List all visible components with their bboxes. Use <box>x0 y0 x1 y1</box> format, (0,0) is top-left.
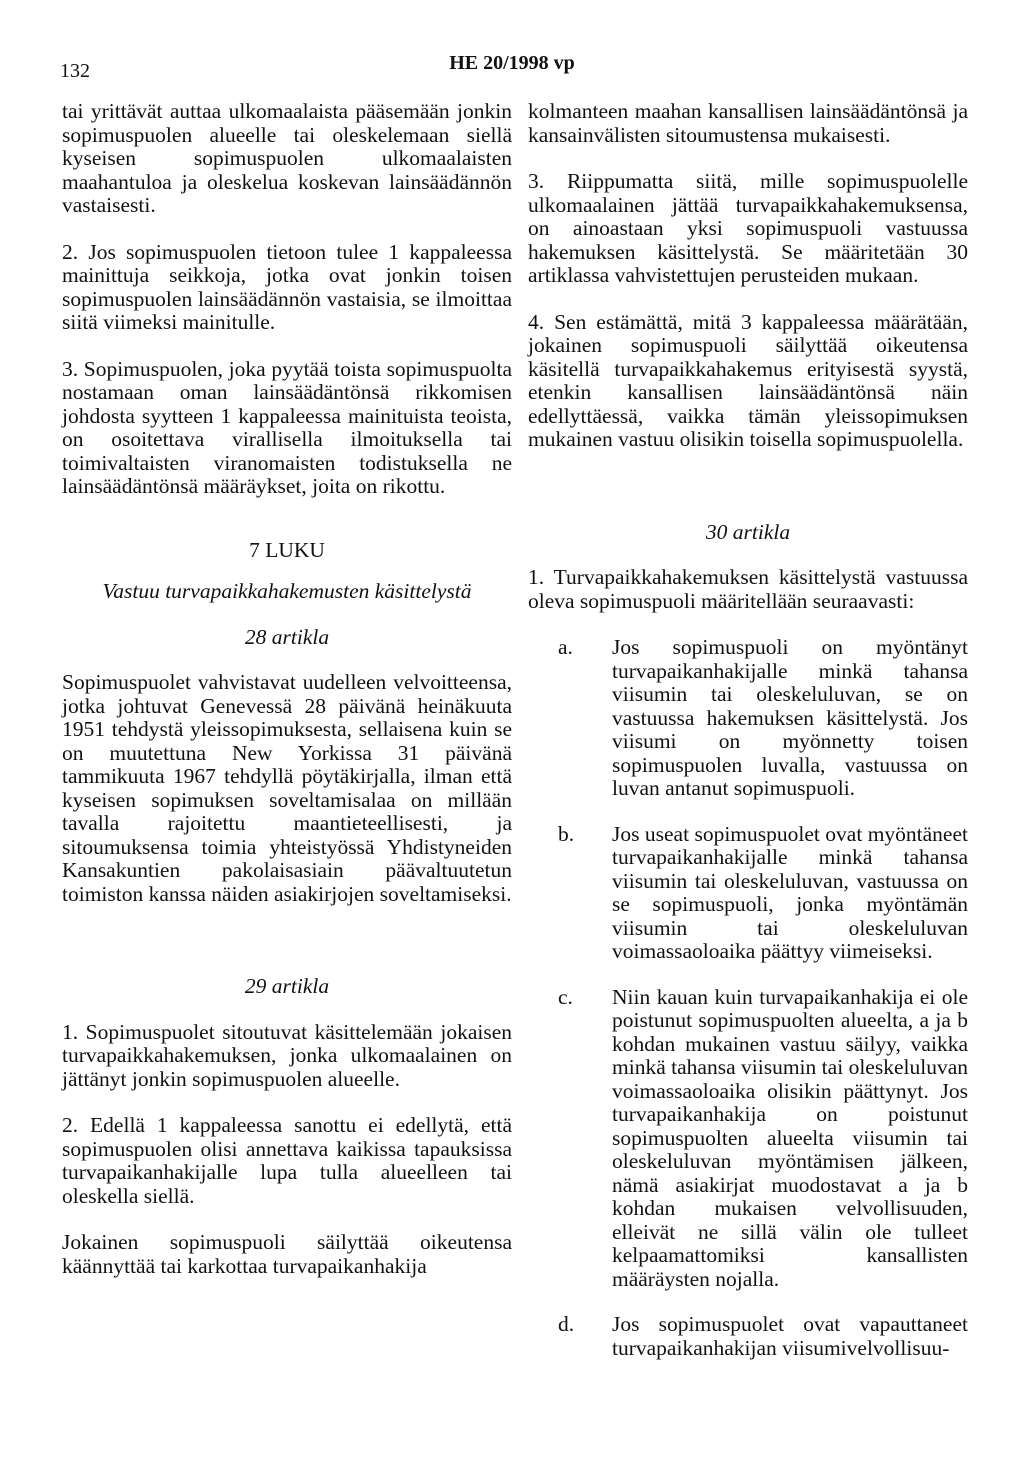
article-heading: 28 artikla <box>244 624 330 649</box>
list-item-text: Jos sopimuspuoli on myöntänyt turvapaikanhakijalle minkä tahansa viisumin tai oleskeluluvan, se on vastuussa hakemuksen käsittelystä. Jos viisumi on myönnetty toisen sopimuspuolen luvalla, vastuussa on luvan antanut sopimuspuoli. <box>612 635 968 800</box>
paragraph: 2. Jos sopimuspuolen tietoon tulee 1 kappaleessa mainittuja seikkoja, jotka ovat jonkin toisen sopimuspuolen lainsäädännön vastaisia, se ilmoittaa siitä viimeksi mainitulle. <box>62 239 512 334</box>
article-heading: 29 artikla <box>244 974 330 998</box>
list-marker: c. <box>558 984 573 1009</box>
paragraph: 1. Sopimuspuolet sitoutuvat käsittelemään jokaisen turvapaikkahakemuksen, jonka ulkomaalainen on jättänyt jonkin sopimuspuolen alueelle. <box>62 1019 512 1091</box>
list-marker: b. <box>558 821 575 846</box>
list-marker: d. <box>558 1312 575 1336</box>
paragraph: 3. Sopimuspuolen, joka pyytää toista sopimuspuolta nostamaan oman lainsäädäntönsä rikkomisen johdosta syytteen 1 kappaleessa mainituista teoista, on osoitettava virallisella ilmoituksella tai toimivaltaisten viranomaisten todistuksella ne lainsäädäntönsä määräykset, joita on rikottu. <box>62 356 512 498</box>
paragraph: kolmanteen maahan kansallisen lainsäädäntönsä ja kansainvälisten sitoumustensa mukaisesti. <box>528 99 968 147</box>
page-number: 132 <box>60 60 90 82</box>
running-head: HE 20/1998 vp <box>449 52 575 74</box>
right-column <box>528 100 968 1382</box>
paragraph: Jokainen sopimuspuoli säilyttää oikeutensa käännyttää tai karkottaa turvapaikanhakija <box>62 1230 512 1278</box>
list-item <box>528 636 968 801</box>
list-item-text: Jos useat sopimuspuolet ovat myöntäneet turvapaikanhakijalle minkä tahansa viisumin tai oleskeluluvan, vastuussa on se sopimuspuoli, jonka myöntämän viisumin tai oleskeluluvan voimassaoloaika päättyy viimeiseksi. <box>612 821 968 963</box>
paragraph: Sopimuspuolet vahvistavat uudelleen velvoitteensa, jotka johtuvat Genevessä 28 päivänä heinäkuuta 1951 tehdystä yleissopimuksesta, sellaisena kuin se on muutettuna New Yorkissa 31 päivänä tammikuuta 1967 tehdyllä pöytäkirjalla, ilman että kyseisen sopimuksen soveltamisalaa on millään tavalla rajoitettu maantieteellisesti, ja sitoumuksensa toimia yhteistyössä Yhdistyneiden Kansakuntien pakolaisasiain päävaltuutetun toimiston kanssa näiden asiakirjojen soveltamiseksi. <box>62 670 512 906</box>
paragraph: 3. Riippumatta siitä, mille sopimuspuolelle ulkomaalainen jättää turvapaikkahakemuksensa, on ainoastaan yksi sopimuspuoli vastuussa hakemuksen käsittelystä. Se määritetään 30 artiklassa vahvistettujen perusteiden mukaan. <box>528 169 968 287</box>
chapter-heading: 7 LUKU <box>249 537 325 562</box>
paragraph: 4. Sen estämättä, mitä 3 kappaleessa määrätään, jokainen sopimuspuoli säilyttää oikeutensa käsitellä turvapaikkahakemus erityisestä syystä, etenkin kansallisen lainsäädäntönsä näin edellyttäessä, vaikka tämän yleissopimuksen mukainen vastuu olisikin toisella sopimuspuolella. <box>528 309 968 451</box>
list-item <box>528 1313 968 1360</box>
page-header <box>0 52 1024 92</box>
list-item <box>528 986 968 1292</box>
paragraph: 2. Edellä 1 kappaleessa sanottu ei edellytä, että sopimuspuolen olisi annettava kaikissa tapauksissa turvapaikanhakijalle lupa tulla alueelleen tai oleskella siellä. <box>62 1113 512 1208</box>
article-heading: 30 artikla <box>705 519 791 544</box>
paragraph: 1. Turvapaikkahakemuksen käsittelystä vastuussa oleva sopimuspuoli määritellään seuraavasti: <box>528 565 968 613</box>
list-item-text: Jos sopimuspuolet ovat vapauttaneet turvapaikanhakijan viisumivelvollisuu- <box>612 1312 968 1360</box>
paragraph: tai yrittävät auttaa ulkomaalaista pääsemään jonkin sopimuspuolen alueelle tai oleskelemaan siellä kyseisen sopimuspuolen ulkomaalaisten maahantuloa ja oleskelua koskevan lainsäädännön vastaisesti. <box>62 99 512 217</box>
left-column <box>62 100 512 1301</box>
chapter-title: Vastuu turvapaikkahakemusten käsittelystä <box>102 579 472 603</box>
list-marker: a. <box>558 635 573 659</box>
list-item-text: Niin kauan kuin turvapaikanhakija ei ole poistunut sopimuspuolten alueelta, a ja b kohdan mukainen vastuu säilyy, vaikka minkä tahansa viisumin tai oleskeluluvan voimassaoloaika olisikin päättynyt. Jos turvapaikanhakija on poistunut sopimuspuolten alueelta viisumin tai oleskeluluvan myöntämisen jälkeen, nämä asiakirjat muodostavat a ja b kohdan mukaisen velvollisuuden, elleivät ne sillä välin ole tulleet kelpaamattomiksi kansallisten määräysten nojalla. <box>612 984 968 1291</box>
list-item <box>528 823 968 964</box>
